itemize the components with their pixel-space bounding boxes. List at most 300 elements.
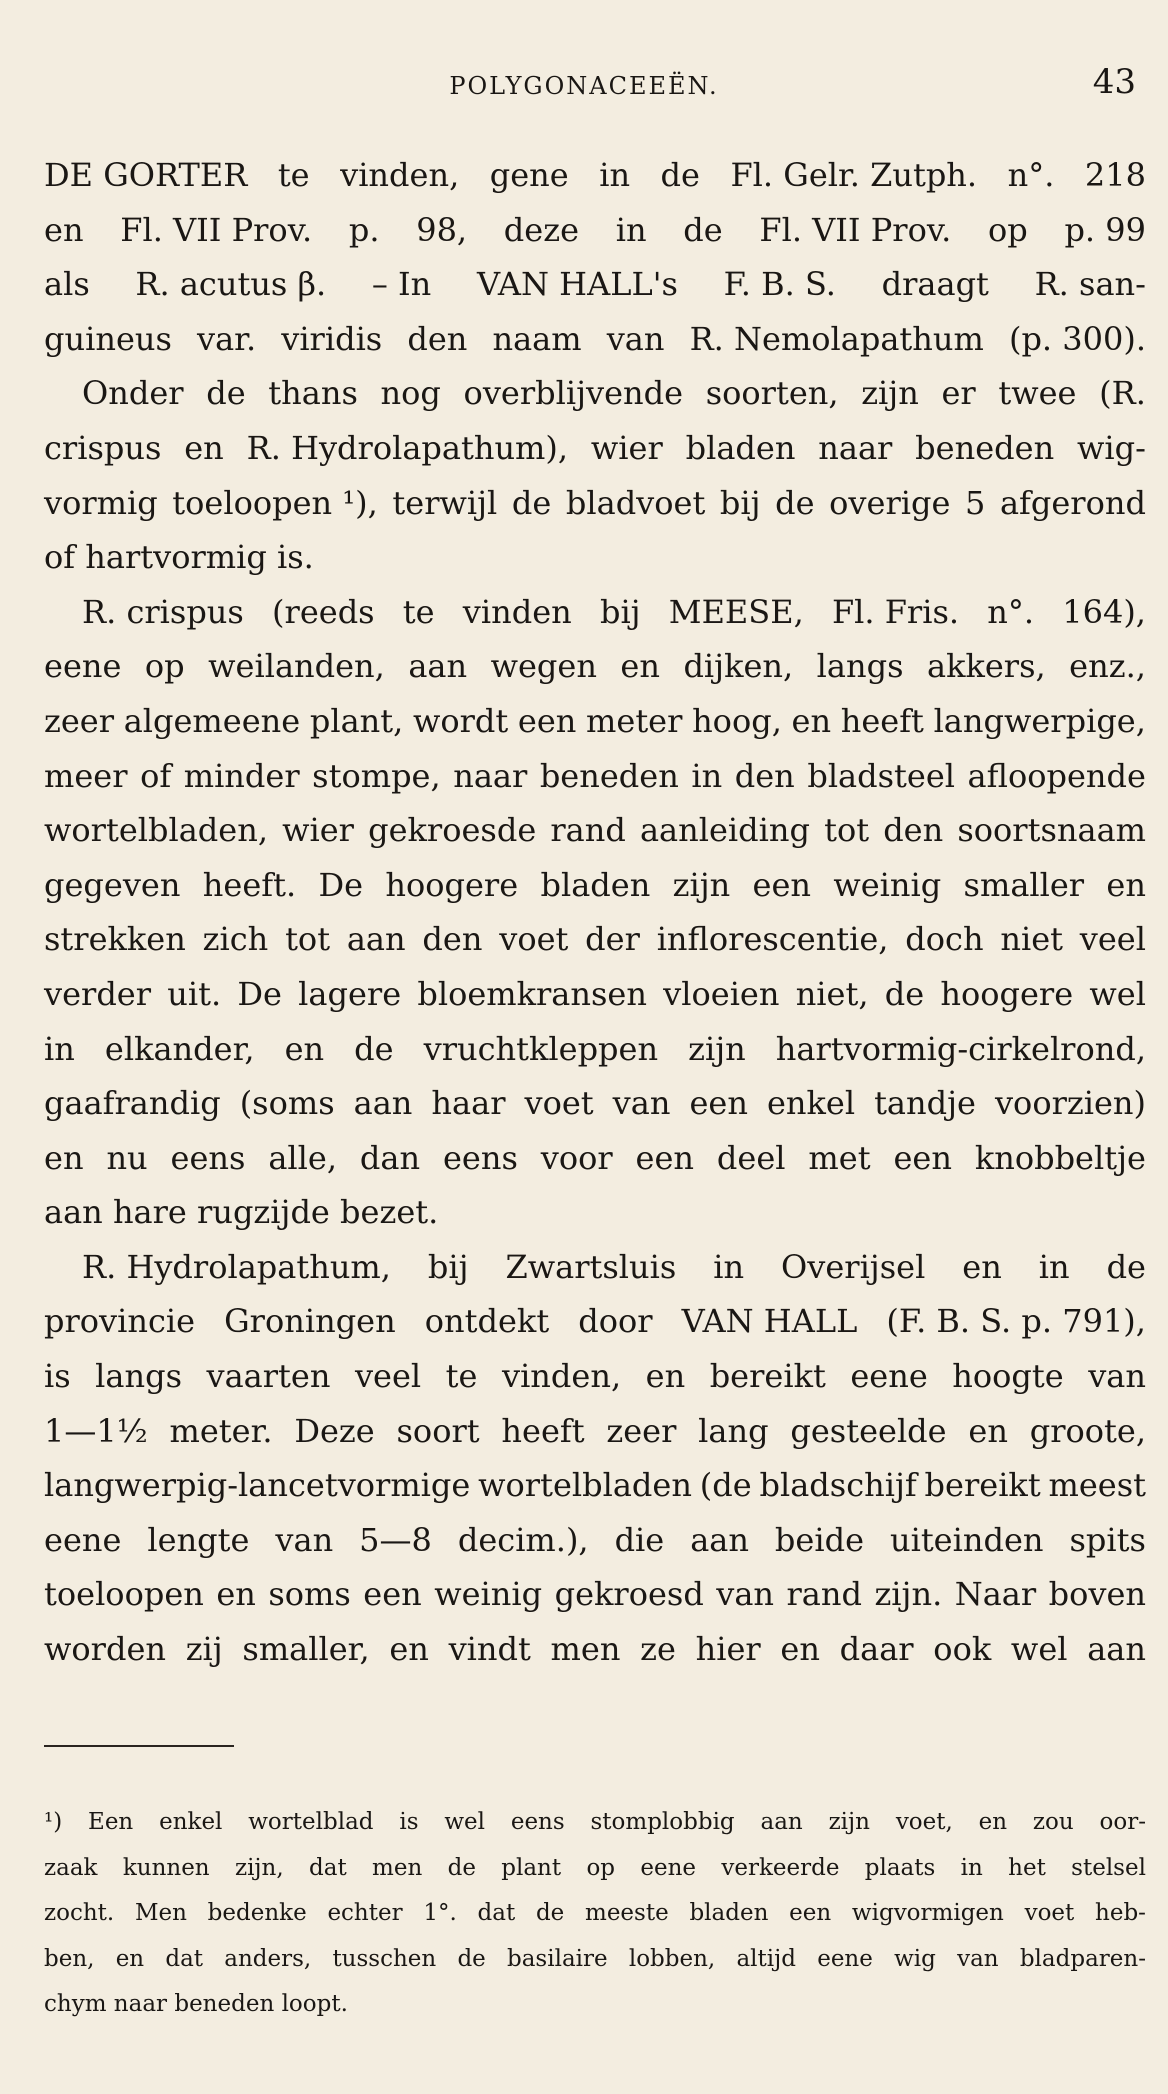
word: plant, [309,701,404,740]
word: men [550,1630,621,1669]
text-line [44,1982,1146,2028]
word: meeste [585,1900,669,1927]
word: Fl. Fris. [831,592,960,631]
word: beide [774,1520,864,1559]
word: smaller, [242,1630,370,1669]
word: Deze [294,1411,375,1450]
word: gekroesde [368,811,537,850]
word: van [1088,1357,1146,1396]
word: boven [1048,1575,1146,1614]
word: en [968,1411,1008,1450]
word: gegeven [44,865,181,904]
word: aan [408,647,468,686]
word: wortelbladen, [44,811,268,850]
word: 1°. [423,1900,457,1927]
word: de [1106,1247,1146,1286]
word: lengte [147,1520,250,1559]
text-line [44,1404,1146,1459]
word: en [216,1575,256,1614]
word: akkers, [926,647,1046,686]
word: 5 [964,483,986,522]
word: draagt [881,265,989,304]
word: de [660,156,700,194]
word: groote, [1029,1411,1146,1450]
word: eene [44,647,122,686]
word: ze [640,1630,676,1669]
word: is [44,1357,71,1396]
word: 98, [416,210,468,249]
word: zich [202,920,269,959]
word: den [422,920,483,959]
word: wel [1010,1630,1068,1669]
running-title: POLYGONACEEËN. [449,72,719,100]
word: ¹) [44,1809,63,1835]
word: bereikt [709,1357,826,1396]
word: te [277,156,310,194]
word: aan [353,1084,413,1123]
word: eene [44,1520,122,1559]
text-line [44,1800,1146,1846]
word: ontdekt [424,1302,550,1341]
word: bij [599,592,641,631]
word: bladparen- [1019,1945,1146,1972]
text-line [44,1846,1146,1892]
text-line [44,912,1146,967]
word: vormig [44,483,158,522]
text-line [44,148,1146,203]
word: gene [489,156,569,194]
word: op [987,210,1028,249]
word: wig [894,1945,936,1972]
word: dat [309,1854,347,1881]
word: wel [444,1809,485,1835]
word: eene [817,1945,873,1972]
word: 5—8 [359,1520,432,1559]
word: vinden, [340,156,460,194]
word: beneden [915,428,1055,467]
word: in [599,156,631,194]
word: de [206,374,246,413]
word: R. Nemolapathum [689,319,984,358]
word: Groningen [224,1302,396,1341]
word: een [363,1575,422,1614]
word: van [606,319,665,358]
word: men [372,1854,423,1881]
word: bloemkransen [417,974,647,1013]
text-line [44,530,1146,585]
word: en [389,1630,429,1669]
word: den [407,319,468,358]
word: is [399,1809,419,1835]
word: zeer [44,701,115,740]
word: lagere [298,974,402,1013]
word: tusschen [332,1945,437,1972]
word: crispus [44,428,162,467]
word: van [612,1084,671,1123]
word: voet [1024,1900,1075,1927]
word: heeft. [202,865,297,904]
word: soorten, [705,374,839,413]
word: algemeene [123,701,301,740]
word: zijn [828,1809,870,1835]
word: hartvormig-cirkelrond, [775,1029,1146,1068]
word: Naar [954,1575,1037,1614]
text-line [44,639,1146,694]
word: weilanden, [208,647,385,686]
word: Onder [82,374,184,413]
word: der [585,920,640,959]
word: altijd [736,1945,796,1972]
word: door [578,1302,653,1341]
word: naam [492,319,582,358]
word: (p. 300). [1008,319,1146,358]
word: thans [268,374,358,413]
word: voet [524,1084,594,1123]
word: op [586,1854,616,1881]
word: wier [590,428,663,467]
word: de [511,483,552,522]
word: de [535,1900,565,1927]
word: aan [760,1809,803,1835]
word: bladsteel [807,756,955,795]
word: wortelbladen [478,1466,692,1505]
word: tandje [874,1084,976,1123]
text-line [44,585,1146,640]
word: beneden [539,756,679,795]
word: vruchtkleppen [423,1029,659,1068]
text-line [44,1076,1146,1131]
text-line [44,694,1146,749]
word: smaller [963,865,1085,904]
text-line [44,1937,1146,1983]
word: De [237,974,282,1013]
text-line [44,312,1146,367]
text-line [44,1458,1146,1513]
word: zocht. [44,1900,115,1927]
word: als [44,265,90,304]
word: dijken, [683,647,794,686]
word: chym naar beneden loopt. [44,1991,348,2018]
word: zijn [861,374,919,413]
word: bladvoet [565,483,706,522]
word: inflorescentie, [656,920,889,959]
word: en [284,1029,325,1068]
word: ook [933,1630,992,1669]
word: twee [998,374,1077,413]
word: deel [716,1138,786,1177]
word: aan hare rugzijde bezet. [44,1193,439,1232]
word: met [808,1138,871,1177]
word: lobben, [628,1945,716,1972]
word: soort [396,1411,480,1450]
word: anders, [224,1945,312,1972]
word: basilaire [507,1945,608,1972]
word: p. 99 [1064,210,1146,249]
text-line [44,257,1146,312]
word: provincie [44,1302,196,1341]
word: R. acutus β. [135,265,327,304]
word: of [140,756,172,795]
word: wigvormigen [851,1900,1004,1927]
word: weinig [434,1575,543,1614]
word: in [1038,1247,1070,1286]
word: den [734,756,795,795]
word: MEESE, [668,592,804,631]
word: afloopende [967,756,1146,795]
word: een [789,1900,832,1927]
word: rand [550,811,626,850]
word: het [1008,1854,1046,1881]
word: dat [477,1900,516,1927]
word: en [791,701,832,740]
word: vindt [448,1630,531,1669]
word: R. Hydrolapathum, [82,1247,391,1286]
word: De [318,865,364,904]
word: vloeien [663,974,780,1013]
word: strekken [44,920,186,959]
word: een [635,1138,695,1177]
word: in [691,756,723,795]
word: van [275,1520,334,1559]
word: (R. [1099,374,1146,413]
word: zijn [688,1029,746,1068]
text-line [44,1240,1146,1295]
word: zeer [606,1411,677,1450]
word: (de [699,1466,752,1505]
text-line [44,1349,1146,1404]
word: Overijsel [781,1247,926,1286]
word: bladen [689,1900,769,1927]
word: niet, [795,974,869,1013]
word: VAN HALL's [476,265,678,304]
word: in [44,1029,75,1068]
word: zaak [44,1854,98,1881]
word: veel [1079,920,1146,959]
word: de [354,1029,394,1068]
word: soortsnaam [957,811,1146,850]
text-line [44,421,1146,476]
word: langs [95,1357,182,1396]
word: R. Hydrolapathum), [246,428,569,467]
word: er [941,374,976,413]
word: 218 [1084,156,1146,194]
word: 164), [1062,592,1146,631]
text-line [44,1622,1146,1677]
word: of hartvormig is. [44,538,314,577]
word: en [645,1357,686,1396]
word: verkeerde [721,1854,840,1881]
word: zijn, [234,1854,284,1881]
word: stompe, [312,756,441,795]
word: (reeds [272,592,375,631]
word: bij [719,483,761,522]
word: n°. [987,592,1035,631]
word: zijn [672,865,731,904]
word: R. san- [1034,265,1146,304]
text-line [44,749,1146,804]
word: de [457,1945,486,1972]
word: (F. B. S. p. 791), [886,1302,1146,1341]
word: minder [183,756,300,795]
word: wegen [490,647,597,686]
word: bladen [540,865,651,904]
word: toeloopen ¹), [172,483,378,522]
word: DE GORTER [44,156,248,194]
word: plaats [864,1854,936,1881]
word: enkel [159,1809,223,1835]
word: uit. [167,974,222,1013]
word: van [716,1575,775,1614]
word: tot [285,920,331,959]
word: heeft [840,701,924,740]
word: voet, [895,1809,953,1835]
word: meter [586,701,683,740]
page-header [0,62,1168,102]
word: de [775,483,815,522]
word: naar [818,428,893,467]
word: worden [44,1630,166,1669]
word: langwerpige, [933,701,1146,740]
text-line [44,1185,1146,1240]
word: en [1106,865,1146,904]
word: stomplobbig [590,1809,735,1835]
word: p. [348,210,380,249]
word: heb- [1095,1900,1146,1927]
word: decim.), [457,1520,589,1559]
word: en [780,1630,820,1669]
word: enz., [1069,647,1146,686]
word: vinden, [501,1357,622,1396]
text-line [44,1567,1146,1622]
word: voorzien) [994,1084,1146,1123]
word: te [402,592,435,631]
text-line [44,366,1146,421]
word: een [752,865,812,904]
word: gekroesd [554,1575,704,1614]
word: de [884,974,925,1013]
word: zijn. [874,1575,943,1614]
word: enkel [766,1084,856,1123]
word: guineus [44,319,172,358]
word: een [689,1084,748,1123]
word: in [615,210,647,249]
word: en [115,1945,145,1972]
word: verder [44,974,152,1013]
word: in [960,1854,983,1881]
word: en [184,428,224,467]
word: gesteelde [790,1411,947,1450]
word: op [144,647,185,686]
text-line [44,967,1146,1022]
word: hoog, [692,701,782,740]
word: en [44,210,84,249]
word: nu [106,1138,148,1177]
word: Fl. VII Prov. [120,210,313,249]
word: zou [1032,1809,1074,1835]
word: meest [1048,1466,1146,1505]
word: oor- [1099,1809,1146,1835]
word: eens [442,1138,518,1177]
word: dat [165,1945,204,1972]
word: een [517,701,577,740]
word: in [713,1247,745,1286]
word: bedenke [207,1900,307,1927]
word: 1—1½ [44,1411,148,1450]
word: aan [1087,1630,1146,1669]
word: hoogere [940,974,1074,1013]
word: wel [1089,974,1146,1013]
word: heeft [501,1411,585,1450]
word: tot [824,811,870,850]
word: gaafrandig [44,1084,221,1123]
word: (soms [239,1084,335,1123]
word: bij [427,1247,469,1286]
word: daar [839,1630,914,1669]
word: en [620,647,660,686]
word: bereikt [924,1466,1041,1505]
word: overige [829,483,951,522]
footnotes [44,1800,1146,2028]
word: F. B. S. [723,265,836,304]
word: vinden [462,592,572,631]
body-text [44,148,1146,1677]
word: veel [354,1357,422,1396]
word: wier [282,811,354,850]
text-line [44,1513,1146,1568]
word: viridis [281,319,383,358]
text-line [44,1131,1146,1186]
word: alle, [268,1138,337,1177]
word: uiteinden [889,1520,1044,1559]
word: eene [640,1854,697,1881]
word: vaarten [206,1357,331,1396]
word: Zwartsluis [505,1247,677,1286]
word: lang [698,1411,769,1450]
word: Een [88,1809,134,1835]
word: VAN HALL [681,1302,858,1341]
word: deze [503,210,580,249]
word: R. crispus [82,592,244,631]
word: aan [346,920,406,959]
word: voet [499,920,569,959]
word: eens [170,1138,246,1177]
word: en [962,1247,1002,1286]
word: langs [816,647,904,686]
word: kunnen [122,1854,210,1881]
word: die [614,1520,665,1559]
word: wortelblad [248,1809,374,1835]
text-line [44,803,1146,858]
word: spits [1069,1520,1146,1559]
word: meter. [169,1411,273,1450]
word: haar [431,1084,506,1123]
word: voor [540,1138,613,1177]
word: plant [501,1854,562,1881]
word: ben, [44,1945,95,1972]
word: – In [371,265,432,304]
text-line [44,1294,1146,1349]
word: afgerond [999,483,1146,522]
word: soms [268,1575,351,1614]
word: hoogte [952,1357,1064,1396]
text-line [44,858,1146,913]
word: de [683,210,723,249]
word: toeloopen [44,1575,204,1614]
page-number: 43 [1092,62,1136,102]
word: de [447,1854,476,1881]
word: Fl. VII Prov. [759,210,952,249]
word: bladen [685,428,796,467]
